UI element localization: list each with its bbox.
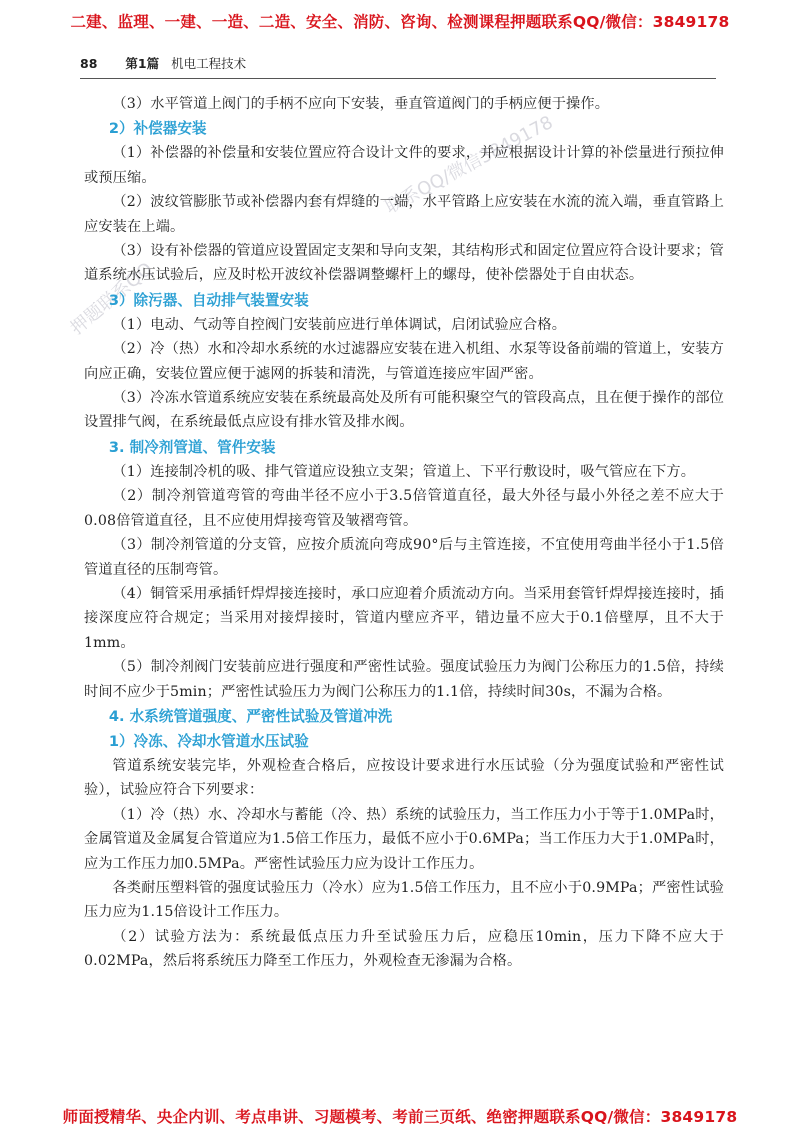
section-heading: 4. 水系统管道强度、严密性试验及管道冲洗 <box>108 707 393 725</box>
section-heading: 3. 制冷剂管道、管件安装 <box>108 438 276 456</box>
part-label: 第1篇 <box>125 56 160 71</box>
paragraph: （2）波纹管膨胀节或补偿器内套有焊缝的一端，水平管路上应安装在水流的流入端，垂直管路上应安装在上端。 <box>84 194 724 235</box>
paragraph: （3）设有补偿器的管道应设置固定支架和导向支架，其结构形式和固定位置应符合设计要求；管道系统水压试验后，应及时松开波纹补偿器调整螺杆上的螺母，使补偿器处于自由状态。 <box>84 243 724 284</box>
bottom-banner: 师面授精华、央企内训、考点串讲、习题模考、考前三页纸、绝密押题联系QQ/微信：3849178 <box>62 1108 738 1126</box>
paragraph: （3）制冷剂管道的分支管，应按介质流向弯成90°后与主管连接，不宜使用弯曲半径小于1.5倍管道直径的压制弯管。 <box>84 537 724 578</box>
paragraph: （3）水平管道上阀门的手柄不应向下安装，垂直管道阀门的手柄应便于操作。 <box>112 96 610 112</box>
part-title: 机电工程技术 <box>171 56 247 71</box>
watermark: 押题联系QQ <box>66 258 157 340</box>
paragraph: （1）冷（热）水、冷却水与蓄能（冷、热）系统的试验压力，当工作压力小于等于1.0MPa时，金属管道及金属复合管道应为1.5倍工作压力，最低不应小于0.6MPa；当工作压力大于1.0MPa时，应为工作压力加0.5MPa。严密性试验压力应为设计工作压力。 <box>84 806 724 872</box>
paragraph: （5）制冷剂阀门安装前应进行强度和严密性试验。强度试验压力为阀门公称压力的1.5倍，持续时间不应少于5min；严密性试验压力为阀门公称压力的1.1倍，持续时间30s，不漏为合格。 <box>84 659 724 700</box>
paragraph: （1）电动、气动等自控阀门安装前应进行单体调试，启闭试验应合格。 <box>112 316 567 333</box>
paragraph: 管道系统安装完毕，外观检查合格后，应按设计要求进行水压试验（分为强度试验和严密性试验），试验应符合下列要求： <box>84 757 724 799</box>
paragraph: 各类耐压塑料管的强度试验压力（冷水）应为1.5倍工作压力，且不应小于0.9MPa；严密性试验压力应为1.15倍设计工作压力。 <box>84 879 724 921</box>
paragraph: （3）冷冻水管道系统应安装在系统最高处及所有可能积聚空气的管段高点，且在便于操作的部位设置排气阀，在系统最低点应设有排水管及排水阀。 <box>84 390 724 431</box>
paragraph: （4）铜管采用承插钎焊焊接连接时，承口应迎着介质流动方向。当采用套管钎焊焊接连接时，插接深度应符合规定；当采用对接焊接时，管道内壁应齐平，错边量不应大于0.1倍壁厚，且不大于1mm。 <box>84 585 724 651</box>
paragraph: （2）试验方法为：系统最低点压力升至试验压力后，应稳压10min，压力下降不应大于0.02MPa，然后将系统压力降至工作压力，外观检查无渗漏为合格。 <box>84 928 724 970</box>
top-banner: 二建、监理、一建、一造、二造、安全、消防、咨询、检测课程押题联系QQ/微信：3849178 <box>70 13 730 31</box>
watermark: 联系QQ/微信3849178 <box>381 111 557 219</box>
paragraph: （2）冷（热）水和冷却水系统的水过滤器应安装在进入机组、水泵等设备前端的管道上，安装方向应正确，安装位置应便于滤网的拆装和清洗，与管道连接应牢固严密。 <box>84 341 724 382</box>
page-header <box>80 54 716 79</box>
paragraph: （2）制冷剂管道弯管的弯曲半径不应小于3.5倍管道直径，最大外径与最小外径之差不应大于0.08倍管道直径，且不应使用焊接弯管及皱褶弯管。 <box>84 488 724 529</box>
paragraph: （1）补偿器的补偿量和安装位置应符合设计文件的要求，并应根据设计计算的补偿量进行预拉伸或预压缩。 <box>84 145 724 186</box>
paragraph: （1）连接制冷机的吸、排气管道应设独立支架；管道上、下平行敷设时，吸气管应在下方。 <box>112 463 696 480</box>
page-number: 88 <box>80 56 98 71</box>
section-heading: 2）补偿器安装 <box>108 120 207 138</box>
document-body <box>84 92 724 974</box>
section-heading: 1）冷冻、冷却水管道水压试验 <box>108 732 309 750</box>
section-heading: 3）除污器、自动排气装置安装 <box>108 291 309 309</box>
